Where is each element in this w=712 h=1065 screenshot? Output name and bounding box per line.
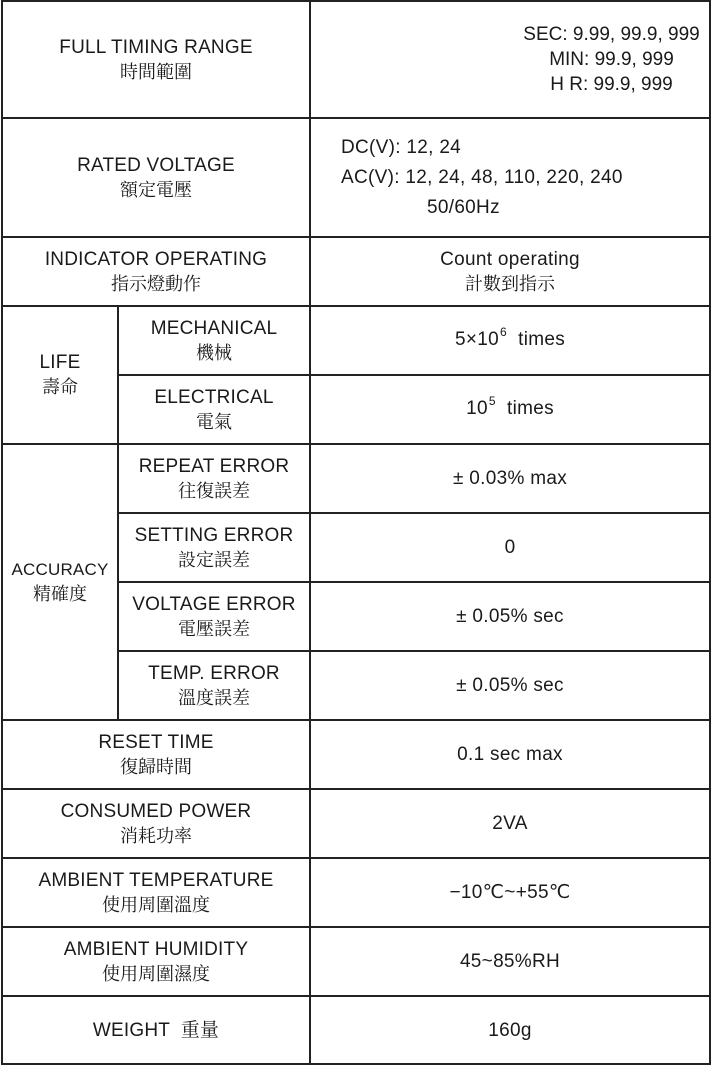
ambient-temperature-zh: 使用周圍溫度: [102, 894, 210, 916]
row-ambient-temperature: [2, 858, 710, 927]
voltage-dc: DC(V): 12, 24: [341, 136, 462, 158]
value-electrical-life: [310, 375, 710, 444]
mechanical-base: 5×10: [454, 329, 499, 350]
ambient-temperature-en: AMBIENT TEMPERATURE: [38, 869, 274, 891]
value-consumed-power: 2VA: [310, 789, 710, 858]
label-indicator-operating: [2, 237, 310, 306]
timing-sec: SEC: 9.99, 99.9, 999: [523, 24, 700, 45]
row-repeat-error: [2, 444, 710, 513]
ambient-humidity-en: AMBIENT HUMIDITY: [63, 938, 249, 960]
mechanical-unit: times: [518, 329, 566, 350]
indicator-value-zh: 計數到指示: [465, 273, 555, 295]
label-reset-time: [2, 720, 310, 789]
life-zh: 壽命: [42, 377, 78, 398]
indicator-operating-en: INDICATOR OPERATING: [44, 248, 268, 270]
value-ambient-humidity: 45~85%RH: [310, 927, 710, 996]
accuracy-en: ACCURACY: [11, 560, 109, 579]
full-timing-range-en: FULL TIMING RANGE: [59, 36, 253, 58]
row-life-mechanical: [2, 306, 710, 375]
timing-min: MIN: 99.9, 999: [549, 49, 674, 70]
row-full-timing-range: [2, 1, 710, 118]
label-repeat-error: [118, 444, 310, 513]
value-temp-error: ± 0.05% sec: [310, 651, 710, 720]
indicator-value-en: Count operating: [440, 248, 580, 270]
mechanical-zh: 機械: [196, 342, 232, 364]
repeat-error-en: REPEAT ERROR: [138, 455, 290, 477]
life-en: LIFE: [39, 352, 81, 373]
rated-voltage-en: RATED VOLTAGE: [77, 154, 235, 176]
label-weight: [2, 996, 310, 1064]
value-setting-error: 0: [310, 513, 710, 582]
label-voltage-error: [118, 582, 310, 651]
value-voltage-error: ± 0.05% sec: [310, 582, 710, 651]
row-weight: [2, 996, 710, 1064]
label-consumed-power: [2, 789, 310, 858]
indicator-operating-zh: 指示燈動作: [111, 273, 201, 295]
reset-time-en: RESET TIME: [98, 731, 214, 753]
timing-hr: H R: 99.9, 999: [550, 74, 673, 95]
label-accuracy: [2, 444, 118, 720]
value-mechanical-life: [310, 306, 710, 375]
weight-label: WEIGHT 重量: [92, 1019, 220, 1041]
label-setting-error: [118, 513, 310, 582]
timing-inner-table: [311, 22, 709, 97]
value-ambient-temperature: −10℃~+55℃: [310, 858, 710, 927]
setting-error-zh: 設定誤差: [178, 549, 250, 571]
electrical-zh: 電氣: [196, 411, 232, 433]
consumed-power-zh: 消耗功率: [120, 825, 192, 847]
label-ambient-humidity: [2, 927, 310, 996]
repeat-error-zh: 往復誤差: [178, 480, 250, 502]
value-repeat-error: ± 0.03% max: [310, 444, 710, 513]
electrical-unit: times: [506, 398, 554, 419]
row-consumed-power: [2, 789, 710, 858]
value-rated-voltage: [310, 118, 710, 237]
voltage-frequency: 50/60Hz: [427, 196, 500, 218]
value-reset-time: 0.1 sec max: [310, 720, 710, 789]
rated-voltage-zh: 額定電壓: [120, 179, 192, 201]
ambient-humidity-zh: 使用周圍濕度: [102, 963, 210, 985]
mechanical-exponent: 6: [499, 325, 507, 339]
mechanical-en: MECHANICAL: [150, 317, 278, 339]
temp-error-en: TEMP. ERROR: [148, 662, 280, 684]
row-indicator-operating: [2, 237, 710, 306]
label-rated-voltage: [2, 118, 310, 237]
voltage-error-en: VOLTAGE ERROR: [132, 593, 296, 615]
row-reset-time: [2, 720, 710, 789]
timing-blank-cell: [311, 22, 506, 97]
voltage-error-zh: 電壓誤差: [178, 618, 250, 640]
label-temp-error: [118, 651, 310, 720]
accuracy-zh: 精確度: [33, 584, 87, 605]
row-rated-voltage: [2, 118, 710, 237]
voltage-ac: AC(V): 12, 24, 48, 110, 220, 240: [341, 166, 623, 188]
value-indicator-operating: [310, 237, 710, 306]
specification-table: [1, 0, 711, 1065]
label-electrical: [118, 375, 310, 444]
setting-error-en: SETTING ERROR: [134, 524, 294, 546]
electrical-en: ELECTRICAL: [154, 386, 274, 408]
timing-values: [506, 22, 709, 97]
label-life: [2, 306, 118, 444]
label-full-timing-range: [2, 1, 310, 118]
label-ambient-temperature: [2, 858, 310, 927]
electrical-base: 10: [466, 398, 488, 419]
row-ambient-humidity: [2, 927, 710, 996]
consumed-power-en: CONSUMED POWER: [60, 800, 252, 822]
value-weight: 160g: [310, 996, 710, 1064]
reset-time-zh: 復歸時間: [120, 756, 192, 778]
temp-error-zh: 溫度誤差: [178, 687, 250, 709]
value-full-timing-range: [310, 1, 710, 118]
full-timing-range-zh: 時間範圍: [120, 61, 192, 83]
label-mechanical: [118, 306, 310, 375]
electrical-exponent: 5: [488, 394, 496, 408]
